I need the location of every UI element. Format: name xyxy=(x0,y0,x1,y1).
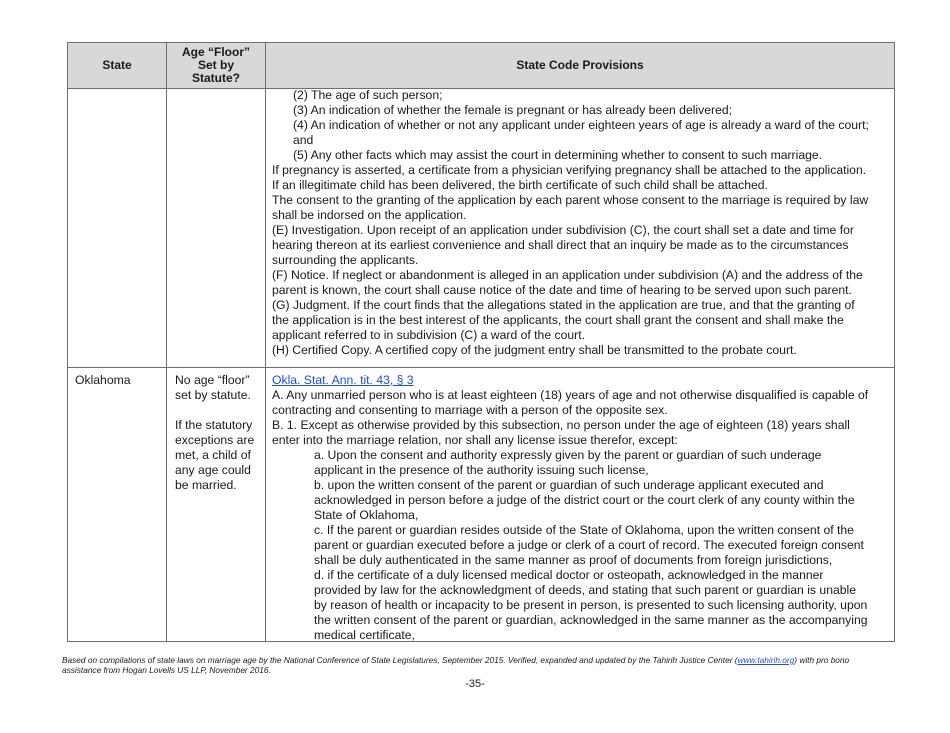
age-floor-line: be married. xyxy=(175,478,237,492)
column-divider xyxy=(166,43,167,641)
marriage-law-table xyxy=(67,42,895,642)
provision-line: c. If the parent or guardian resides outside of the State of Oklahoma, upon the written consent of the xyxy=(314,523,854,537)
provision-line: the application is in the best interest of the applicants, the court shall grant the consent and shall make the xyxy=(272,313,844,327)
provision-line: contracting and consenting to marriage with a person of the opposite sex. xyxy=(272,403,668,417)
provision-line: State of Oklahoma, xyxy=(314,508,419,522)
provision-line: (5) Any other facts which may assist the court in determining whether to consent to such marriage. xyxy=(293,148,823,162)
provision-line: medical certificate, xyxy=(314,628,415,642)
provision-line: (2) The age of such person; xyxy=(293,88,443,102)
provision-line: and xyxy=(293,133,314,147)
provision-line: shall be duly authenticated in the same manner as proof of documents from foreign jurisdictions, xyxy=(314,553,833,567)
source-footnote: Based on compilations of state laws on marriage age by the National Conference of State Legislatures, September 2015. Verified, expanded and updated by the Tahirih Justice Center (www.tahirih.org) with pro bono assistance from Hogan Lovells US LLP, November 2016. xyxy=(62,655,850,675)
provision-line: applicant referred to in subdivision (C) a ward of the court. xyxy=(272,328,585,342)
provision-line: hearing thereon at its earliest convenience and shall direct that an inquiry be made as to the circumstances xyxy=(272,238,849,252)
header-age-floor: Age “Floor” Set by Statute? xyxy=(182,45,250,85)
column-divider xyxy=(265,43,266,641)
age-floor-line: exceptions are xyxy=(175,433,255,447)
statute-citation-link[interactable]: Okla. Stat. Ann. tit. 43, § 3 xyxy=(272,373,414,387)
provision-line: If an illegitimate child has been delivered, the birth certificate of such child shall be attached. xyxy=(272,178,768,192)
provision-line: shall be indorsed on the application. xyxy=(272,208,467,222)
provision-line: (F) Notice. If neglect or abandonment is alleged in an application under subdivision (A) and the address of the xyxy=(272,268,863,282)
header-state: State xyxy=(102,58,132,72)
provision-line: provided by law for the acknowledgment of deeds, and stating that such parent or guardian is unable xyxy=(314,583,857,597)
age-floor-line: If the statutory xyxy=(175,418,253,432)
provision-line: The consent to the granting of the application by each parent whose consent to the marriage is required by law xyxy=(272,193,869,207)
provision-line: (H) Certified Copy. A certified copy of the judgment entry shall be transmitted to the probate court. xyxy=(272,343,797,357)
provision-line: (3) An indication of whether the female is pregnant or has already been delivered; xyxy=(293,103,733,117)
age-floor-line: set by statute. xyxy=(175,388,251,402)
page-number: -35- xyxy=(465,678,485,690)
row-divider xyxy=(68,367,894,368)
provision-line: (E) Investigation. Upon receipt of an application under subdivision (C), the court shall set a date and time for xyxy=(272,223,854,237)
state-name: Oklahoma xyxy=(75,373,131,387)
provision-line: B. 1. Except as otherwise provided by this subsection, no person under the age of eighteen (18) years shall xyxy=(272,418,850,432)
age-floor-line: No age “floor” xyxy=(175,373,250,387)
provision-line: a. Upon the consent and authority expressly given by the parent or guardian of such underage xyxy=(314,448,822,462)
tahirih-website-link[interactable]: www.tahirih.org xyxy=(737,655,795,665)
provision-line: parent is known, the court shall cause notice of the date and time of hearing to be served upon such parent. xyxy=(272,283,852,297)
provision-line: (G) Judgment. If the court finds that the allegations stated in the application are true, and that the granting of xyxy=(272,298,855,312)
provision-line: b. upon the written consent of the parent or guardian of such underage applicant executed and xyxy=(314,478,824,492)
age-floor-line: met, a child of xyxy=(175,448,251,462)
age-floor-line: any age could xyxy=(175,463,251,477)
table-header xyxy=(68,43,894,89)
provision-line: enter into the marriage relation, nor shall any license issue therefor, except: xyxy=(272,433,678,447)
provision-line: (4) An indication of whether or not any applicant under eighteen years of age is already a ward of the court; xyxy=(293,118,869,132)
provision-line: If pregnancy is asserted, a certificate from a physician verifying pregnancy shall be attached to the application. xyxy=(272,163,867,177)
provision-line: A. Any unmarried person who is at least eighteen (18) years of age and not otherwise disqualified is capable of xyxy=(272,388,869,402)
provision-line: by reason of health or incapacity to be present in person, is presented to such licensing authority, upon xyxy=(314,598,868,612)
provision-line: surrounding the applicants. xyxy=(272,253,419,267)
provision-line: the written consent of the parent or guardian, acknowledged in the same manner as the accompanying xyxy=(314,613,868,627)
provision-line: acknowledged in person before a judge of the district court or the court clerk of any county within the xyxy=(314,493,855,507)
provision-line: applicant in the presence of the authority issuing such license, xyxy=(314,463,649,477)
provision-line: d. if the certificate of a duly licensed medical doctor or osteopath, acknowledged in the manner xyxy=(314,568,824,582)
provision-line: parent or guardian executed before a judge or clerk of a court of record. The executed foreign consent xyxy=(314,538,864,552)
header-provisions: State Code Provisions xyxy=(516,58,644,72)
